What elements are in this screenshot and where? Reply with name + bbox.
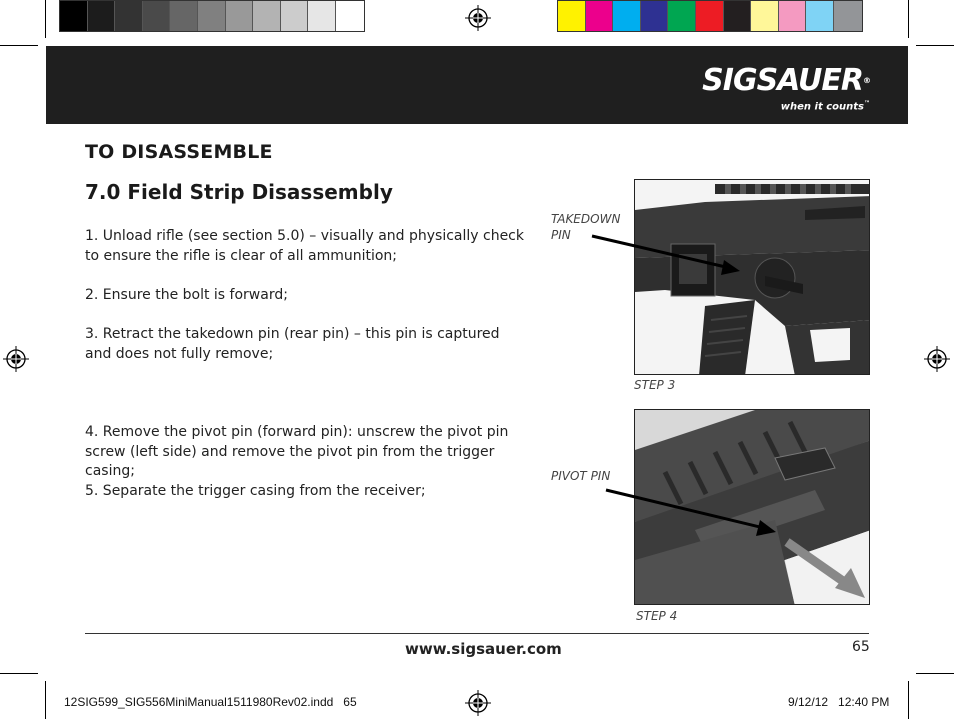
- step-4: 4. Remove the pivot pin (forward pin): unscrew the pivot pin screw (left side) and remove the pivot pin from the trigger casing;: [85, 424, 509, 479]
- subsection-title: 7.0 Field Strip Disassembly: [85, 180, 393, 204]
- color-swatch: [668, 1, 696, 31]
- slug-filename: 12SIG599_SIG556MiniManual1511980Rev02.indd 65: [64, 695, 357, 709]
- color-swatch: [226, 1, 254, 31]
- color-swatch: [60, 1, 88, 31]
- color-swatch: [88, 1, 116, 31]
- color-swatch: [143, 1, 171, 31]
- color-swatch: [170, 1, 198, 31]
- header-band: [46, 46, 908, 124]
- figure-1-caption: STEP 3: [634, 378, 676, 392]
- crop-mark: [0, 45, 38, 46]
- crop-mark: [45, 681, 46, 719]
- crop-mark: [916, 45, 954, 46]
- page-number: 65: [852, 639, 870, 655]
- color-swatch: [586, 1, 614, 31]
- step-1: 1. Unload rifle (see section 5.0) – visually and physically check to ensure the rifle is clear of all ammunition;: [85, 228, 524, 264]
- color-swatch: [751, 1, 779, 31]
- color-swatch: [834, 1, 862, 31]
- crop-mark: [908, 0, 909, 38]
- step-5: 5. Separate the trigger casing from the receiver;: [85, 483, 426, 499]
- figure-2-caption: STEP 4: [636, 609, 678, 623]
- gray-swatch-bar: [59, 0, 365, 32]
- color-swatch: [779, 1, 807, 31]
- brand-logo: [702, 63, 870, 113]
- callout-arrow-icon: [590, 230, 750, 280]
- brand-tagline: when it counts: [780, 101, 864, 113]
- color-swatch: [641, 1, 669, 31]
- website-link[interactable]: www.sigsauer.com: [405, 640, 562, 658]
- color-swatch: [115, 1, 143, 31]
- color-swatch-bar: [557, 0, 863, 32]
- footer-rule: [85, 633, 869, 634]
- callout-line: PIN: [551, 228, 571, 242]
- registration-mark-icon: [465, 5, 491, 31]
- trademark-mark: ™: [864, 100, 870, 107]
- color-swatch: [336, 1, 364, 31]
- crop-mark: [0, 673, 38, 674]
- color-swatch: [613, 1, 641, 31]
- color-swatch: [308, 1, 336, 31]
- color-swatch: [696, 1, 724, 31]
- color-swatch: [724, 1, 752, 31]
- registered-mark: ®: [863, 76, 870, 85]
- color-swatch: [558, 1, 586, 31]
- crop-mark: [908, 681, 909, 719]
- crop-mark: [45, 0, 46, 38]
- registration-mark-icon: [3, 346, 29, 372]
- section-title: TO DISASSEMBLE: [85, 141, 273, 163]
- figure-2-callout: PIVOT PIN: [551, 469, 611, 483]
- step-3: 3. Retract the takedown pin (rear pin) – this pin is captured and does not fully remove;: [85, 326, 500, 362]
- brand-name: SIGSAUER: [702, 63, 863, 98]
- registration-mark-icon: [465, 690, 491, 716]
- color-swatch: [806, 1, 834, 31]
- crop-mark: [916, 673, 954, 674]
- step-2: 2. Ensure the bolt is forward;: [85, 287, 288, 303]
- callout-line: TAKEDOWN: [551, 212, 621, 226]
- callout-arrow-icon: [604, 484, 784, 540]
- color-swatch: [281, 1, 309, 31]
- color-swatch: [253, 1, 281, 31]
- slug-date: 9/12/12 12:40 PM: [788, 695, 890, 709]
- color-swatch: [198, 1, 226, 31]
- registration-mark-icon: [924, 346, 950, 372]
